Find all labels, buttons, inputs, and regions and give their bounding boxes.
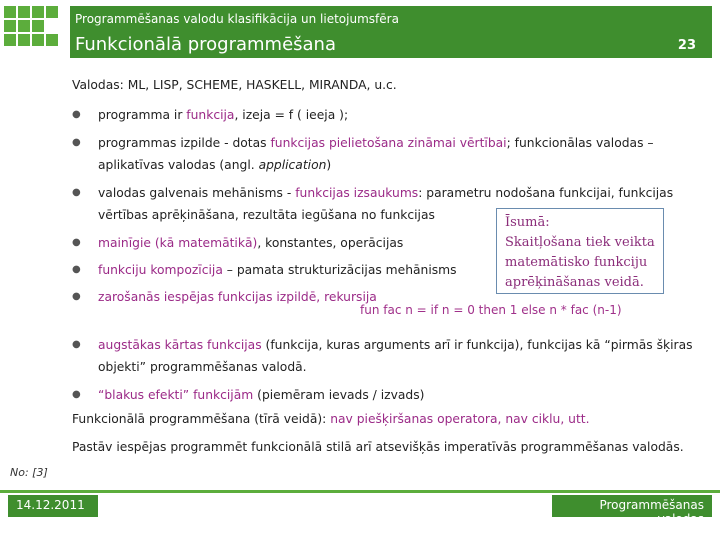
bullet-dot-icon: ●: [72, 187, 81, 198]
bullet-dot-icon: ●: [72, 264, 81, 275]
footer-course: Programmēšanas valodas: [552, 495, 712, 517]
bullet-dot-icon: ●: [72, 389, 81, 400]
bullet-dot-icon: ●: [72, 137, 81, 148]
bullet-4: ● mainīgie (kā matemātikā), konstantes, operācijas: [72, 232, 692, 254]
slide-number: 23: [677, 38, 696, 53]
footer-bar: [0, 490, 720, 493]
summary-callout: Īsumā: Skaitļošana tiek veikta matemātisko funkciju aprēķināšanas veidā.: [496, 208, 664, 294]
supertitle: Programmēšanas valodu klasifikācija un lietojumsfēra: [75, 12, 399, 26]
bullet-dot-icon: ●: [72, 291, 81, 302]
footer-date: 14.12.2011: [8, 495, 98, 517]
bullet-2: ● programmas izpilde - dotas funkcijas pielietošana zināmai vērtībai; funkcionālas valodas – aplikatīvas valodas (angl. application): [72, 132, 692, 176]
bullet-dot-icon: ●: [72, 339, 81, 350]
bullet-dot-icon: ●: [72, 109, 81, 120]
bullet-8: ● “blakus efekti” funkcijām (piemēram ievads / izvads): [72, 384, 692, 406]
bullet-1: ● programma ir funkcija, izeja = f ( ieeja );: [72, 104, 692, 126]
bullet-5: ● funkciju kompozīcija – pamata strukturizācijas mehānisms: [72, 259, 692, 281]
source-note: No: [3]: [10, 466, 48, 479]
bullet-3: ● valodas galvenais mehānisms - funkcijas izsaukums: parametru nodošana funkcijai, funkcijas vērtības aprēķināšana, rezultāta iegūšana no funkcijas: [72, 182, 692, 226]
paragraph-pure-fp: Funkcionālā programmēšana (tīrā veidā): nav piešķiršanas operatora, nav ciklu, utt.: [72, 412, 590, 426]
bullet-6: ● zarošanās iespējas funkcijas izpildē, rekursija: [72, 286, 692, 308]
page-title: Funkcionālā programmēšana: [75, 34, 336, 55]
callout-heading: Īsumā:: [505, 215, 550, 230]
bullet-dot-icon: ●: [72, 237, 81, 248]
code-example: fun fac n = if n = 0 then 1 else n * fac (n-1): [360, 303, 622, 317]
paragraph-imperative: Pastāv iespējas programmēt funkcionālā stilā arī atsevišķās imperatīvās programmēšanas valodās.: [72, 440, 684, 454]
languages-line: Valodas: ML, LISP, SCHEME, HASKELL, MIRANDA, u.c.: [72, 78, 397, 92]
bullet-7: ● augstākas kārtas funkcijas (funkcija, kuras arguments arī ir funkcija), funkcijas kā “pirmās šķiras objekti” programmēšanas valodā.: [72, 334, 692, 378]
logo-grid: [4, 6, 66, 50]
